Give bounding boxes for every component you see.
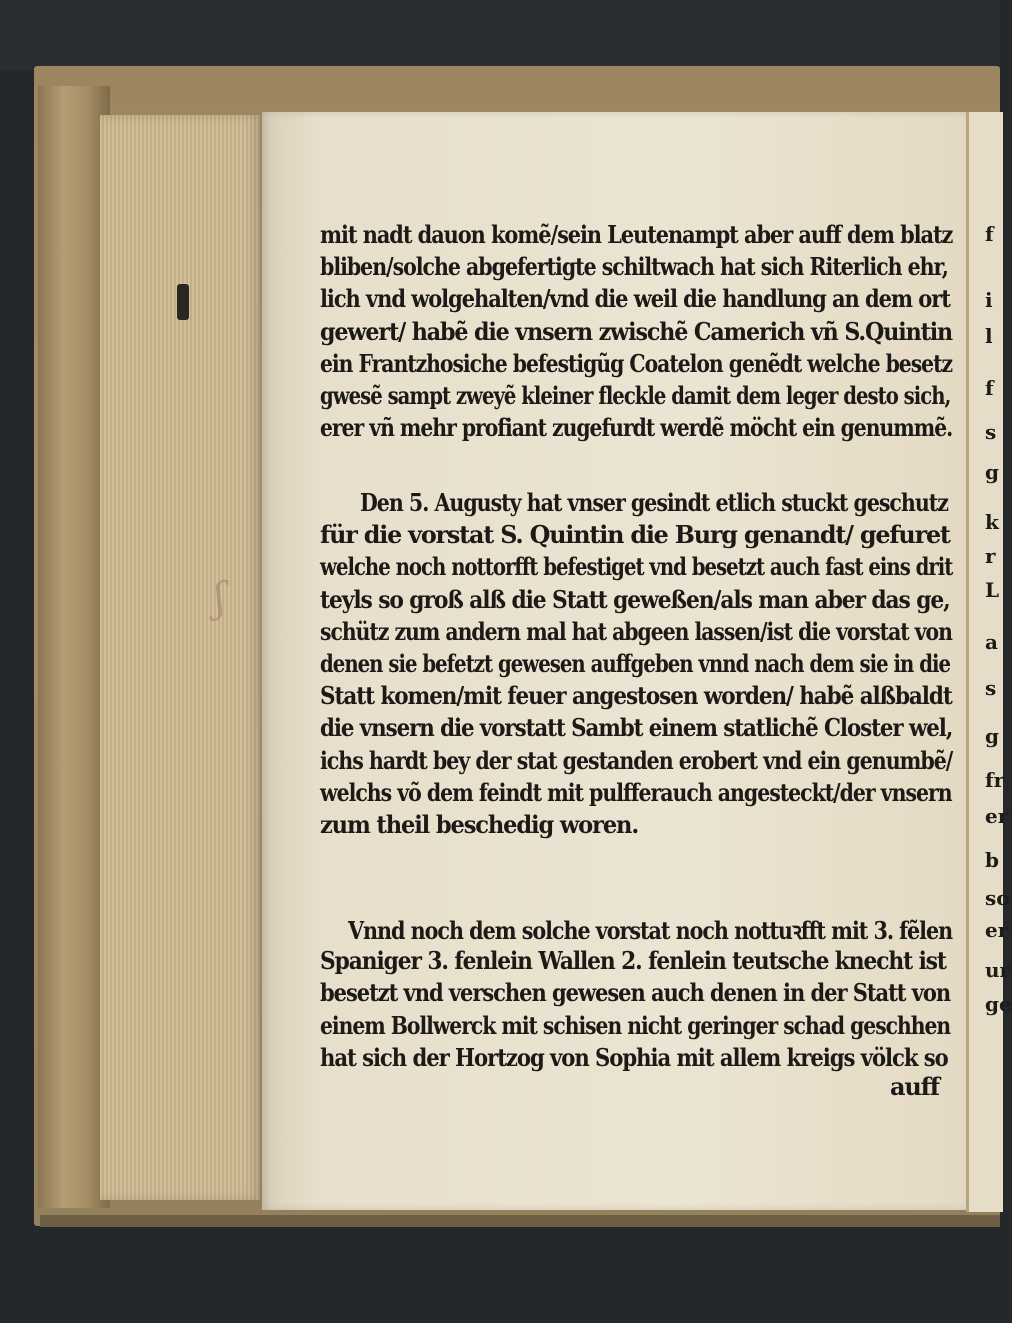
facing-page-fragment: ur — [985, 958, 1011, 982]
facing-page-fragment: fr — [985, 768, 1005, 792]
text-line: lich vnd wolgehalten/vnd die weil die handlung an dem ort — [320, 284, 950, 314]
facing-page-fragment: g — [985, 724, 999, 748]
text-line: besetzt vnd verschen gewesen auch denen in der Statt von — [320, 978, 951, 1008]
facing-page-fragment: i — [985, 288, 993, 312]
binding-tab — [177, 284, 189, 320]
facing-page-fragment: er — [985, 804, 1009, 828]
text-line: erer vñ mehr profiant zugefurdt werdẽ möcht ein genummẽ. — [320, 413, 953, 443]
facing-page-fragment: so — [985, 886, 1010, 910]
text-line: Statt komen/mit feuer angestosen worden/ habẽ alßbaldt — [320, 681, 952, 711]
text-line: welche noch nottorfft befestiget vnd besetzt auch fast eins drit — [320, 552, 953, 582]
facing-page-fragment: f — [985, 376, 994, 400]
facing-page-fragment: g — [985, 460, 999, 484]
facing-page-fragment: s — [985, 676, 997, 700]
facing-page-fragment: L — [985, 578, 1000, 602]
text-line: welchs võ dem feindt mit pulfferauch angesteckt/der vnsern — [320, 777, 952, 807]
text-line: für die vorstat S. Quintin die Burg genandt/ gefuret — [320, 520, 950, 550]
text-line: schütz zum andern mal hat abgeen lassen/ist die vorstat von — [320, 616, 952, 646]
facing-page-fragment: ge — [985, 992, 1012, 1016]
facing-page-fragment: s — [985, 420, 997, 444]
text-line: gwesẽ sampt zweyẽ kleiner fleckle damit dem leger desto sich, — [320, 381, 951, 410]
text-line: die vnsern die vorstatt Sambt einem statlichẽ Closter wel, — [320, 713, 953, 743]
text-line: gewert/ habẽ die vnsern zwischẽ Camerich vñ S.Quintin — [320, 316, 953, 346]
text-line: ichs hardt bey der stat gestanden erobert vnd ein genumbẽ/ — [320, 745, 953, 775]
facing-page-fragment: l — [985, 324, 993, 348]
facing-page-fragment: f — [985, 222, 994, 246]
page-block-edges — [100, 115, 260, 1200]
text-line: Vnnd noch dem solche vorstat noch nottuꝛfft mit 3. fẽlen — [348, 916, 953, 945]
text-line: einem Bollwerck mit schisen nicht geringer schad geschhen — [320, 1010, 951, 1040]
text-line: ein Frantzhosiche befestigũg Coatelon genẽdt welche besetz — [320, 348, 953, 378]
facing-page-edge — [966, 112, 1012, 1212]
text-line: zum theil beschedig woren. — [320, 810, 639, 839]
pencil-mark: ʃ — [210, 574, 229, 622]
text-line: bliben/solche abgefertigte schiltwach hat sich Riterlich ehr, — [320, 252, 948, 282]
facing-page-fragment: er — [985, 918, 1009, 942]
catchword: auff — [890, 1072, 939, 1101]
page-text — [262, 112, 966, 1210]
binding-bottom-edge — [40, 1215, 1000, 1227]
text-line: teyls so groß alß die Statt geweßen/als man aber das ge, — [320, 584, 950, 614]
text-line: mit nadt dauon komẽ/sein Leutenampt aber auff dem blatz — [320, 220, 953, 249]
text-line: Den 5. Augusty hat vnser gesindt etlich stuckt geschutz — [360, 488, 948, 517]
facing-page-fragment: b — [985, 848, 999, 872]
facing-page-fragment: k — [985, 510, 999, 534]
text-line: Spaniger 3. fenlein Wallen 2. fenlein teutsche knecht ist — [320, 946, 946, 976]
text-line: denen sie befetzt gewesen auffgeben vnnd nach dem sie in die — [320, 649, 951, 678]
background-top — [0, 0, 1000, 70]
book-page — [262, 112, 966, 1210]
facing-page-fragment: a — [985, 630, 998, 654]
text-line: hat sich der Hortzog von Sophia mit allem kreigs völck so — [320, 1042, 948, 1072]
facing-page-fragment: r — [985, 544, 996, 568]
